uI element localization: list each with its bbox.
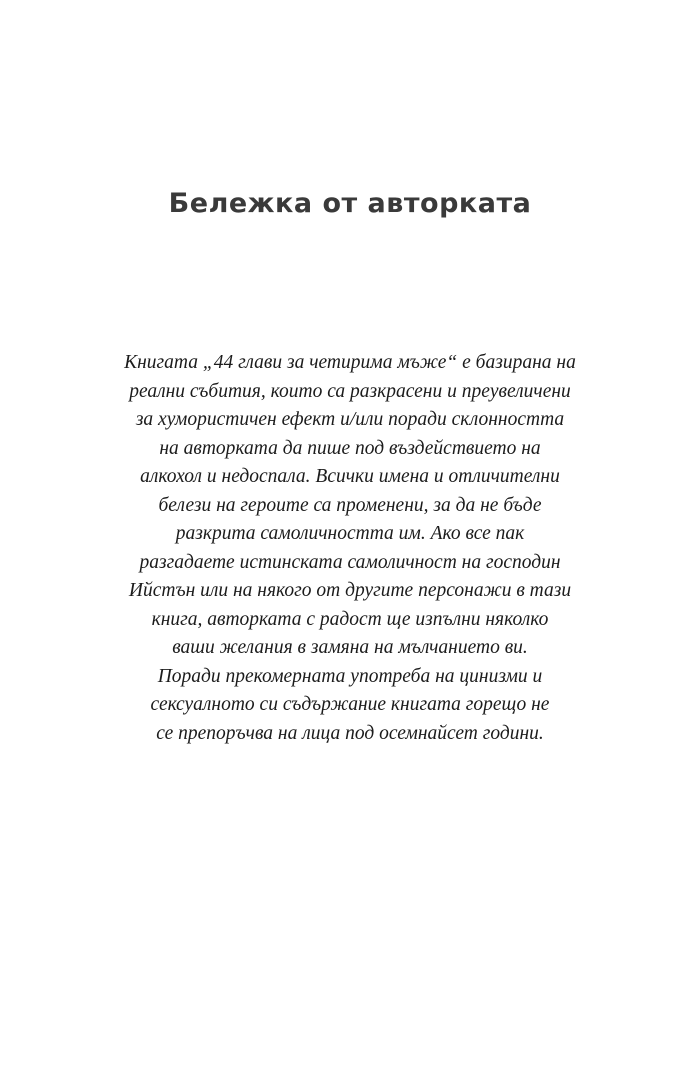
text-line: реални събития, които са разкрасени и преувеличени	[129, 380, 571, 402]
text-line: ваши желания в замяна на мълчанието ви.	[172, 637, 528, 658]
text-line: сексуалното си съдържание книгата горещо не	[150, 694, 550, 715]
text-line: Ийстън или на някого от другите персонажи в тази	[128, 580, 572, 601]
page-title: Бележка от авторката	[168, 188, 532, 219]
text-line: на авторката да пише под въздействието на	[159, 437, 541, 459]
text-line: книга, авторката с радост ще изпълни няколко	[151, 608, 549, 630]
text-line: Поради прекомерната употреба на цинизми и	[157, 665, 543, 687]
text-line: Книгата „44 глави за четирима мъже“ е базирана на	[124, 352, 576, 373]
text-line: разкрита самоличността им. Ако все пак	[175, 523, 525, 544]
author-note-text	[100, 349, 600, 748]
text-line: белези на героите са променени, за да не бъде	[158, 494, 542, 516]
text-line: за хумористичен ефект и/или поради склонността	[135, 409, 565, 430]
text-line: разгадаете истинската самоличност на господин	[139, 551, 561, 573]
text-line: алкохол и недоспала. Всички имена и отличителни	[140, 466, 560, 487]
text-line: се препоръчва на лица под осемнайсет години.	[156, 722, 544, 744]
